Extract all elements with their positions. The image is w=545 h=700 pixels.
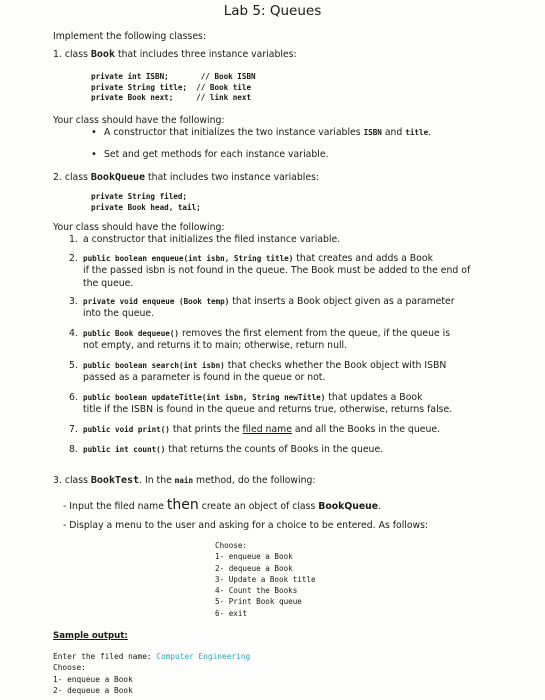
bullet-set-get: Set and get methods for each instance variable.: [104, 149, 329, 160]
section-1-should: Your class should have the following:: [53, 115, 225, 126]
directive-display-menu: - Display a menu to the user and asking for a choice to be entered. As follows:: [63, 520, 429, 531]
bullet-dot-2: •: [91, 149, 97, 160]
bullet-dot-1: •: [91, 127, 97, 138]
page-title: Lab 5: Queues: [223, 3, 322, 19]
bookqueue-fields-code: private String filed; private Book head, tail;: [91, 192, 201, 212]
book-fields-code: private int ISBN; // Book ISBN private String title; // Book tile private Book next; // link next: [91, 72, 256, 102]
bullet-constructor: A constructor that initializes the two instance variables ISBN and title.: [104, 127, 432, 138]
section-3-heading: 3. class BookTest. In the main method, do the following:: [53, 475, 316, 486]
intro-text: Implement the following classes:: [53, 31, 207, 42]
lab-document: Lab 5: Queues Implement the following classes: 1. class Book that includes three instance variables: private int ISBN; // Book ISBN private String title; // Book tile private Book next; // link next Your class should have the following: • A constructor that initializes the two instance variables ISBN and title. • Set and get methods for each instance variable. 2. class BookQueue that includes two instance variables: private String filed; private Book head, tail; Your class should have the following: 1. a constructor that initializes the filed instance variable. 2. public boolean enqueue(int isbn, String title) that creates and adds a Book if the passed isbn is not found in the queue. The Book must be added to the end of the queue. 3. private void enqueue (Book temp) that inserts a Book object given as a parameter into the queue. 4. public Book dequeue() removes the first element from the queue, if the queue is not empty, and returns it to main; otherwise, return null. 5. public boolean search(int isbn) that checks whether the Book object with ISBN passed as a parameter is found in the queue or not. 6. public boolean updateTitle(int isbn, String newTitle) that updates a Book title if the ISBN is found in the queue and returns true, otherwise, returns false. 7. public void print() that prints the filed name and all the Books in the queue. 8. public int count() that returns the counts of Books in the queue. 3. class BookTest. In the main method, do the following: - Input the filed name then create an object of class BookQueue. - Display a menu to the user and asking for a choice to be entered. As follows: Choose: 1- enqueue a Book 2- dequeue a Book 3- Update a Book title 4- Count the Books 5- Print Book queue 6- exit Sample output: Enter the filed name: Computer Engineering Choose: 1- enqueue a Book 2- dequeue a Book: [0, 0, 545, 700]
class-name-bookqueue: BookQueue: [90, 172, 146, 183]
section-1-heading: 1. class Book that includes three instance variables:: [53, 49, 297, 60]
class-name-booktest: BookTest: [90, 475, 140, 486]
sample-output-label: Sample output:: [53, 631, 128, 641]
directive-input-name: - Input the filed name then create an object of class BookQueue.: [63, 497, 382, 513]
menu-listing: Choose: 1- enqueue a Book 2- dequeue a Book 3- Update a Book title 4- Count the Books 5- Print Book queue 6- exit: [215, 541, 316, 618]
class-name-book: Book: [90, 49, 115, 60]
section-2-should: Your class should have the following:: [53, 222, 225, 233]
sample-output-listing: Enter the filed name: Computer Engineering Choose: 1- enqueue a Book 2- dequeue a Book: [53, 652, 251, 695]
sample-input-value: Computer Engineering: [156, 652, 251, 661]
section-2-heading: 2. class BookQueue that includes two instance variables:: [53, 172, 320, 183]
